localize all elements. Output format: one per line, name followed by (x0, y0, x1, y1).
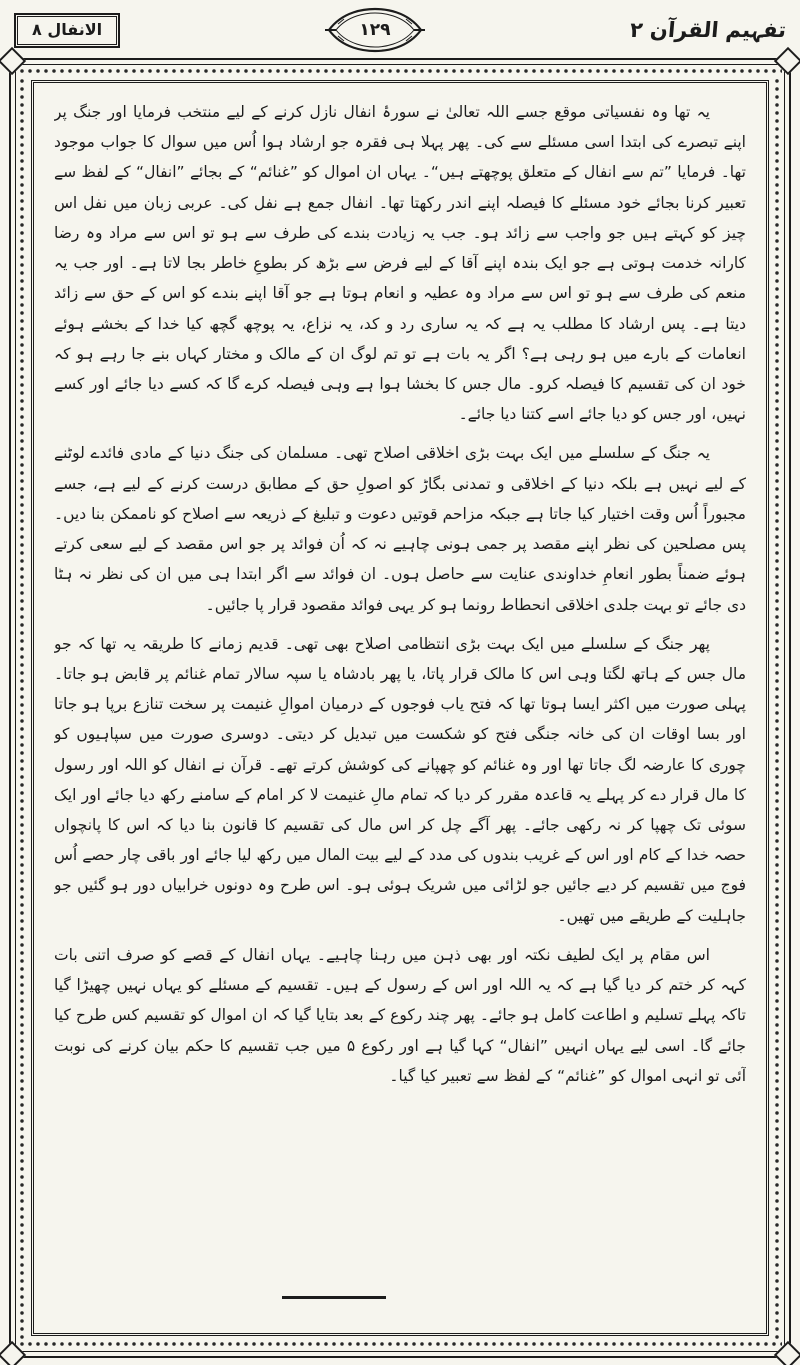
page-number: ۱۲۹ (359, 20, 391, 40)
page-header (14, 6, 786, 54)
border-ornament-left (18, 77, 27, 1339)
page-number-medallion (325, 7, 425, 53)
book-title: تفہیم القرآن ۲ (628, 18, 788, 42)
text-frame (31, 80, 769, 1336)
border-ornament-bottom (18, 1340, 782, 1349)
surah-label: الانفال ۸ (14, 13, 120, 48)
border-ornament-right (773, 77, 782, 1339)
paragraph-1: یہ تھا وہ نفسیاتی موقع جسے اللہ تعالیٰ نے سورۂ انفال نازل کرنے کے لیے منتخب فرمایا اور جنگ پر اپنے تبصرے کی ابتدا اسی مسئلے سے کی۔ پھر پہلا ہی فقرہ جو ارشاد ہوا اُس میں سوال کا جواب موجود تھا۔ فرمایا ”تم سے انفال کے متعلق پوچھتے ہیں“۔ یہاں ان اموال کو ”غنائم“ کے بجائے ”انفال“ کے لفظ سے تعبیر کرنا بجائے خود مسئلے کا فیصلہ اپنے اندر رکھتا تھا۔ انفال جمع ہے نفل کی۔ عربی زبان میں نفل اس چیز کو کہتے ہیں جو واجب سے زائد ہو۔ جب یہ زیادت بندے کی طرف سے ہو تو اس سے مراد وہ رضا کارانہ خدمت ہوتی ہے جو ایک بندہ اپنے آقا کے لیے فرض سے بڑھ کر بطوعِ خاطر بجا لاتا ہے۔ اور جب یہ منعم کی طرف سے ہو تو اس سے مراد وہ عطیہ و انعام ہوتا ہے جو آقا اپنے بندے کو اس کے حق سے زائد دیتا ہے۔ پس ارشاد کا مطلب یہ ہے کہ یہ ساری رد و کد، یہ نزاع، یہ پوچھ گچھ کیا خدا کے بخشے ہوئے انعامات کے بارے میں ہو رہی ہے؟ اگر یہ بات ہے تو تم لوگ ان کے مالک و مختار کہاں بنے جا رہے ہو کہ خود ان کی تقسیم کا فیصلہ کرو۔ مال جس کا بخشا ہوا ہے وہی فیصلہ کرے گا کہ کسے دیا جائے اور کسے نہیں، اور جس کو دیا جائے اسے کتنا دیا جائے۔ (54, 103, 746, 424)
paragraph-2: یہ جنگ کے سلسلے میں ایک بہت بڑی اخلاقی اصلاح تھی۔ مسلمان کی جنگ دنیا کے مادی فائدے لوٹنے کے لیے نہیں ہے بلکہ دنیا کے اخلاقی و تمدنی بگاڑ کو اصولِ حق کے مطابق درست کرنے کے لیے ہے، جسے مجبوراً اُس وقت اختیار کیا جاتا ہے جبکہ مزاحم قوتیں دعوت و تبلیغ کے ذریعہ سے اصلاح کو ناممکن بنا دیں۔ پس مصلحین کی نظر اپنے مقصد پر جمی ہونی چاہیے نہ کہ اُن فوائد پر جو اس مقصد کے لیے سعی کرتے ہوئے ضمناً بطور انعامِ خداوندی عنایت سے حاصل ہوں۔ ان فوائد سے اگر ابتدا ہی میں ان کی نظر نہ ہٹا دی جائے تو بہت جلدی اخلاقی انحطاط رونما ہو کر یہی فوائد مقصود قرار پا جائیں۔ (54, 444, 746, 614)
paragraph-4: اس مقام پر ایک لطیف نکتہ اور بھی ذہن میں رہنا چاہیے۔ یہاں انفال کے قصے کو صرف اتنی بات کہہ کر ختم کر دیا گیا ہے کہ یہ اللہ اور اس کے رسول کے ہیں۔ تقسیم کے مسئلے کو یہاں نہیں چھیڑا گیا تاکہ پہلے تسلیم و اطاعت کامل ہو جائے۔ پھر چند رکوع کے بعد بتایا گیا کہ ان اموال کو تقسیم کس طرح کیا جائے گا۔ اسی لیے یہاں انہیں ”انفال“ کہا گیا ہے اور رکوع ۵ میں جب تقسیم کا حکم بیان کرنے کی نوبت آئی تو انہی اموال کو ”غنائم“ کے لفظ سے تعبیر کیا گیا۔ (54, 945, 746, 1085)
border-inner-line (15, 64, 785, 1352)
decorative-border (9, 58, 791, 1358)
text-body (54, 97, 746, 1280)
paragraph-3: پھر جنگ کے سلسلے میں ایک بہت بڑی انتظامی اصلاح بھی تھی۔ قدیم زمانے کا طریقہ یہ تھا کہ جو مال جس کے ہاتھ لگتا وہی اس کا مالک قرار پاتا، یا پھر بادشاہ یا سپہ سالار تمام غنائم پر قابض ہو جاتا۔ پہلی صورت میں اکثر ایسا ہوتا تھا کہ فتح یاب فوجوں کے درمیان اموالِ غنیمت پر سخت تنازع برپا ہو جاتا اور بسا اوقات ان کی خانہ جنگی فتح کو شکست میں تبدیل کر دیتی۔ دوسری صورت میں سپاہیوں کو چوری کا عارضہ لگ جاتا تھا اور وہ غنائم کو چھپانے کی کوشش کرتے تھے۔ قرآن نے انفال کو اللہ اور رسول کا مال قرار دے کر پہلے یہ قاعدہ مقرر کر دیا کہ تمام مالِ غنیمت لا کر امام کے سامنے رکھ دیا جائے اور ایک سوئی تک چھپا کر نہ رکھی جائے۔ پھر آگے چل کر اس مال کی تقسیم کا قانون بنا دیا کہ اس کا پانچواں حصہ خدا کے کام اور اس کے غریب بندوں کی مدد کے لیے بیت المال میں رکھ لیا جائے اور باقی چار حصے اُس فوج میں تقسیم کر دیے جائیں جو لڑائی میں شریک ہوئی ہو۔ اس طرح وہ دونوں خرابیاں دور ہو گئیں جو جاہلیت کے طریقے میں تھیں۔ (54, 634, 746, 925)
border-ornament-top (18, 67, 782, 76)
end-divider (282, 1296, 386, 1299)
